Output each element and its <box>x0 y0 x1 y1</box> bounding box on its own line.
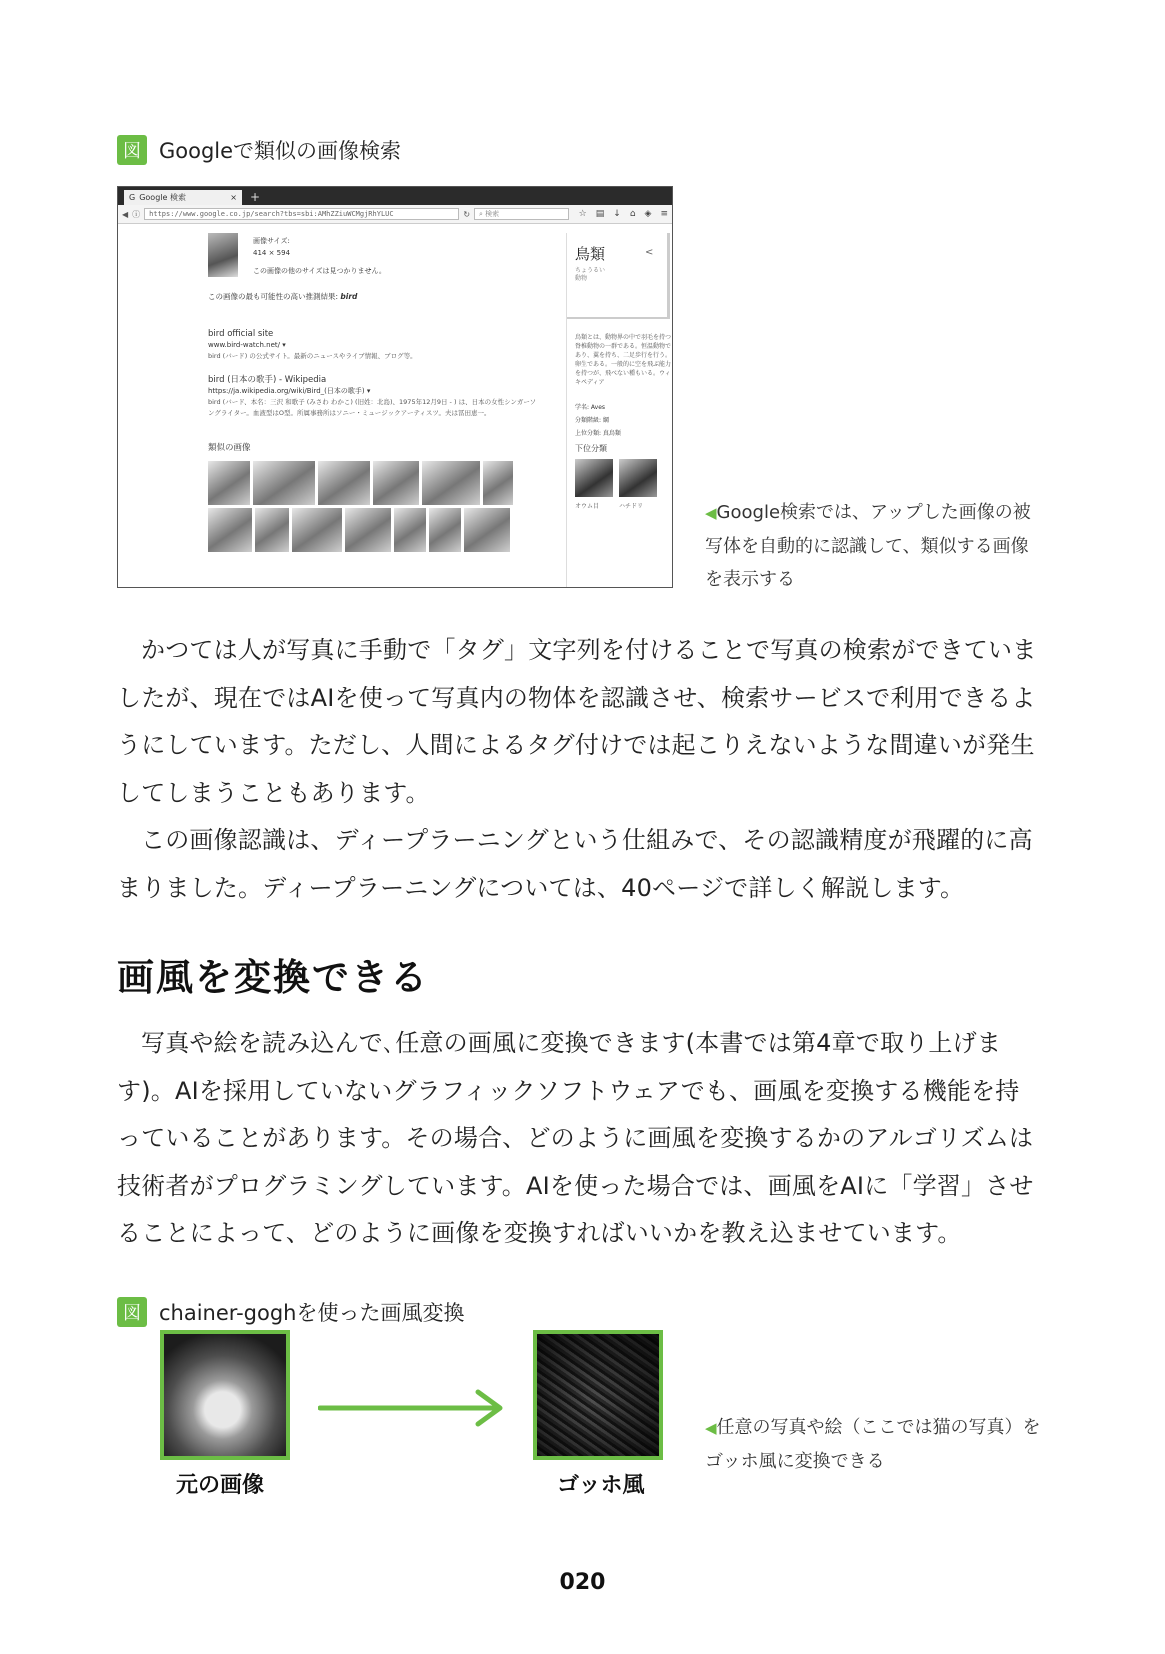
figure2-badge: 図 <box>117 1297 147 1327</box>
share-icon[interactable]: < <box>645 247 654 258</box>
similar-image[interactable] <box>208 508 252 552</box>
similar-images-grid <box>208 461 533 555</box>
pointer-triangle-icon: ◀ <box>705 1419 717 1437</box>
knowledge-category: 動物 <box>575 275 588 282</box>
similar-image[interactable] <box>318 461 370 505</box>
similar-image[interactable] <box>464 508 510 552</box>
similar-image[interactable] <box>429 508 461 552</box>
similar-image[interactable] <box>253 461 315 505</box>
converted-image-caption: ゴッホ風 <box>557 1473 645 1498</box>
arrow-right-icon <box>318 1388 504 1428</box>
result-url[interactable]: www.bird-watch.net/ ▾ <box>208 341 286 349</box>
search-placeholder: 検索 <box>485 210 500 218</box>
figure1-note: ◀Google検索では、アップした画像の被写体を自動的に認識して、類似する画像を表示する <box>705 502 1031 590</box>
search-result <box>208 329 538 362</box>
image-info <box>253 235 386 277</box>
pocket-icon[interactable]: ◈ <box>644 209 652 219</box>
browser-tab[interactable] <box>124 190 242 205</box>
subgroup-images <box>575 459 657 497</box>
similar-image[interactable] <box>345 508 391 552</box>
figure2-note: ◀任意の写真や絵（ここでは猫の写真）をゴッホ風に変換できる <box>705 1417 1041 1472</box>
result-url[interactable]: https://ja.wikipedia.org/wiki/Bird_(日本の歌手) ▾ <box>208 387 371 395</box>
figure2-title: chainer-goghを使った画風変換 <box>159 1301 465 1325</box>
close-tab-icon[interactable]: × <box>230 193 237 202</box>
no-other-sizes: この画像の他のサイズは見つかりません。 <box>253 267 386 275</box>
figure1-title: Googleで類似の画像検索 <box>159 139 402 163</box>
similar-image[interactable] <box>292 508 342 552</box>
url-input[interactable]: https://www.google.co.jp/search?tbs=sbi:AMhZZiuWCMgjRhYLUC <box>144 208 459 220</box>
similar-image[interactable] <box>394 508 426 552</box>
knowledge-panel <box>566 233 673 587</box>
subgroup-image[interactable] <box>619 459 657 497</box>
body-paragraph: 写真や絵を読み込んで､任意の画風に変換できます(本書では第4章で取り上げます)。AIを採用していないグラフィックソフトウェアでも、画風を変換する機能を持っていることがあります。その場合、どのように画風を変換するかのアルゴリズムは技術者がプログラミングしています。AIを使った場合では、画風をAIに「学習」させることによって、どのように画像を変換すればいいかを教え込ませています。 <box>117 1029 1034 1247</box>
subgroup-caption: オウム目 <box>575 503 599 510</box>
original-image-caption: 元の画像 <box>176 1473 265 1498</box>
subgroups-label: 下位分類 <box>575 444 607 453</box>
figure1-badge: 図 <box>117 135 147 165</box>
image-size: 414 × 594 <box>253 249 291 257</box>
similar-image[interactable] <box>483 461 513 505</box>
knowledge-fact: 学名: Aves <box>575 404 606 411</box>
page-number: 020 <box>559 1570 606 1595</box>
body-paragraph: かつては人が写真に手動で「タグ」文字列を付けることで写真の検索ができていましたが、現在ではAIを使って写真内の物体を認識させ、検索サービスで利用できるようにしています。ただし、人間によるタグ付けでは起こりえないような間違いが発生してしまうこともあります。 <box>117 636 1037 807</box>
back-icon[interactable]: ◀ <box>122 209 129 219</box>
section-heading: 画風を変換できる <box>117 956 429 999</box>
result-title[interactable]: bird (日本の歌手) - Wikipedia <box>208 375 327 385</box>
new-tab-button[interactable]: + <box>250 190 261 204</box>
subgroup-image[interactable] <box>575 459 613 497</box>
home-icon[interactable]: ⌂ <box>629 209 636 219</box>
knowledge-fact: 分類階級: 綱 <box>575 417 609 424</box>
search-icon: ⌕ <box>479 209 486 218</box>
knowledge-reading: ちょうるい <box>575 267 606 274</box>
browser-screenshot <box>117 186 673 588</box>
knowledge-card <box>567 233 670 319</box>
knowledge-subtitle <box>575 267 605 283</box>
best-guess-label: この画像の最も可能性の高い推測結果: <box>208 292 339 301</box>
figure1-label <box>117 135 401 165</box>
bookmarks-icon[interactable]: ▤ <box>595 209 605 219</box>
result-description: bird (バード、本名：三沢 和歌子 (みさわ わかこ) (旧姓：北島)、1975年12月9日 - ) は、日本の女性シンガーソングライター。血液型はO型。所属事務所はソニー・ミュージックアーティスツ。夫は冨田恵一。 <box>208 398 537 417</box>
reload-icon[interactable]: ↻ <box>463 209 471 219</box>
knowledge-fact: 上位分類: 真鳥類 <box>575 430 621 437</box>
knowledge-title: 鳥類 <box>575 245 606 263</box>
google-results-page <box>118 225 672 587</box>
uploaded-image-thumbnail[interactable] <box>208 233 238 277</box>
result-title[interactable]: bird official site <box>208 329 274 339</box>
search-result <box>208 375 538 419</box>
menu-icon[interactable]: ≡ <box>660 209 668 219</box>
best-guess-link[interactable]: bird <box>340 292 358 301</box>
browser-nav-bar <box>118 205 672 224</box>
tab-title: Google 検索 <box>139 193 186 202</box>
google-favicon-icon: G <box>129 193 136 202</box>
gogh-style-cat-image <box>533 1330 663 1460</box>
similar-image[interactable] <box>255 508 289 552</box>
pointer-triangle-icon: ◀ <box>705 504 717 522</box>
browser-tab-bar <box>118 187 672 205</box>
similar-image[interactable] <box>208 461 250 505</box>
figure2-label <box>117 1297 464 1327</box>
similar-image[interactable] <box>373 461 419 505</box>
image-size-label: 画像サイズ: <box>253 237 290 245</box>
subgroup-caption: ハチドリ <box>619 503 644 510</box>
info-icon[interactable]: ⓘ <box>132 209 141 219</box>
similar-image[interactable] <box>422 461 480 505</box>
result-description: bird (バード) の公式サイト。最新のニュースやライブ情報、ブログ等。 <box>208 352 417 360</box>
bookmark-star-icon[interactable]: ☆ <box>578 209 587 219</box>
original-cat-image <box>160 1330 290 1460</box>
knowledge-description: 鳥類とは、動物界の中で羽毛を持つ脊椎動物の一群である。恒温動物であり、翼を持ち、二足歩行を行う。卵生である。一般的に空を飛ぶ能力を持つが、飛べない種もいる。ウィキペディア <box>575 334 672 386</box>
body-paragraph: この画像認識は、ディープラーニングという仕組みで、その認識精度が飛躍的に高まりました。ディープラーニングについては、40ページで詳しく解説します。 <box>117 826 1033 902</box>
similar-images-label[interactable]: 類似の画像 <box>208 443 251 453</box>
download-icon[interactable]: ↓ <box>613 209 621 219</box>
browser-search-input[interactable] <box>474 208 569 220</box>
best-guess <box>208 291 357 302</box>
knowledge-facts <box>575 401 621 440</box>
